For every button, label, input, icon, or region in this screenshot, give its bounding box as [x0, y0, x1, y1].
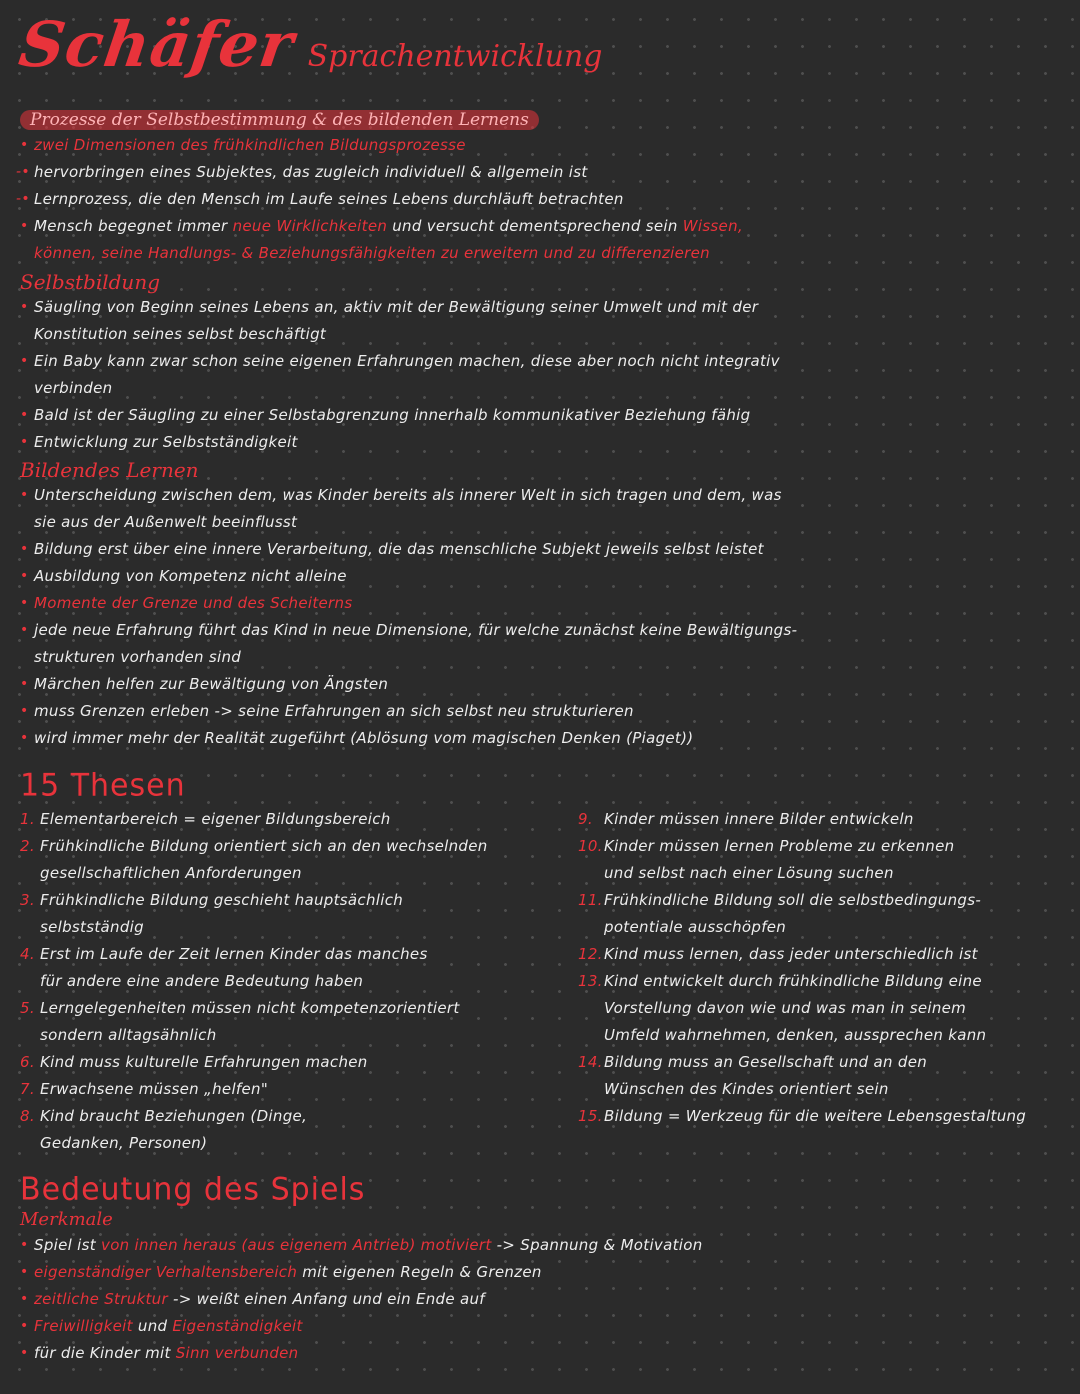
- page-header: [14, 8, 603, 81]
- thesis-item: 7. Erwachsene müssen „helfen": [20, 1080, 269, 1098]
- thesis-item: 12.Kind muss lernen, dass jeder unterschiedlich ist: [578, 945, 978, 963]
- list-item: • Bildung erst über eine innere Verarbeitung, die das menschliche Subjekt jeweils selbst leistet: [20, 536, 1060, 563]
- list-item: können, seine Handlungs- & Beziehungsfähigkeiten zu erweitern und zu differenzieren: [34, 244, 710, 262]
- list-item: • Unterscheidung zwischen dem, was Kinder bereits als innerer Welt in sich tragen und dem, was: [20, 482, 1060, 509]
- list-item: • zeitliche Struktur -> weißt einen Anfang und ein Ende auf: [20, 1286, 1060, 1313]
- spiel-list: [20, 1232, 1060, 1367]
- section-heading-prozesse: Prozesse der Selbstbestimmung & des bildenden Lernens: [20, 110, 539, 130]
- thesen-right-column: [578, 806, 1068, 1130]
- section-prozesse: [20, 110, 1060, 267]
- list-item: verbinden: [34, 379, 113, 397]
- thesis-item: 10.Kinder müssen lernen Probleme zu erkennen: [578, 837, 955, 855]
- thesis-item: sondern alltagsähnlich: [40, 1026, 217, 1044]
- list-item: • Märchen helfen zur Bewältigung von Ängsten: [20, 671, 1060, 698]
- list-item: • eigenständiger Verhaltensbereich mit eigenen Regeln & Grenzen: [20, 1259, 1060, 1286]
- list-item: • jede neue Erfahrung führt das Kind in neue Dimensione, für welche zunächst keine Bewältigungs-: [20, 617, 1060, 644]
- thesis-item: Gedanken, Personen): [40, 1134, 208, 1152]
- section-thesen: [20, 768, 1060, 804]
- thesis-item: 14.Bildung muss an Gesellschaft und an den: [578, 1053, 928, 1071]
- list-item: -• Lernprozess, die den Mensch im Laufe seines Lebens durchläuft betrachten: [20, 186, 1060, 213]
- list-item: • Freiwilligkeit und Eigenständigkeit: [20, 1313, 1060, 1340]
- subheading-merkmale: Merkmale: [20, 1209, 113, 1230]
- list-item: • für die Kinder mit Sinn verbunden: [20, 1340, 1060, 1367]
- section-heading-spiel: Bedeutung des Spiels: [20, 1171, 366, 1208]
- thesis-item: 3. Frühkindliche Bildung geschieht hauptsächlich: [20, 891, 404, 909]
- list-item: • Momente der Grenze und des Scheiterns: [20, 590, 1060, 617]
- list-item: Konstitution seines selbst beschäftigt: [34, 325, 327, 343]
- section-spiel: [20, 1172, 1060, 1367]
- list-item: • Bald ist der Säugling zu einer Selbstabgrenzung innerhalb kommunikativer Beziehung fähig: [20, 402, 1060, 429]
- section-selbstbildung: [20, 270, 1060, 456]
- section-heading-selbstbildung: Selbstbildung: [20, 270, 160, 294]
- list-item: • zwei Dimensionen des frühkindlichen Bildungsprozesse: [20, 132, 1060, 159]
- thesis-item: 6. Kind muss kulturelle Erfahrungen machen: [20, 1053, 368, 1071]
- bildendes-list: [20, 482, 1060, 752]
- thesis-item: 5. Lerngelegenheiten müssen nicht kompetenzorientiert: [20, 999, 460, 1017]
- thesis-item: 9. Kinder müssen innere Bilder entwickeln: [578, 810, 914, 828]
- list-item: [20, 213, 1060, 240]
- list-item: • Säugling von Beginn seines Lebens an, aktiv mit der Bewältigung seiner Umwelt und mit der: [20, 294, 1060, 321]
- list-item: -• hervorbringen eines Subjektes, das zugleich individuell & allgemein ist: [20, 159, 1060, 186]
- thesis-item: 13.Kind entwickelt durch frühkindliche Bildung eine: [578, 972, 982, 990]
- prozesse-list: [20, 132, 1060, 267]
- thesen-left-column: [20, 806, 560, 1157]
- selbstbildung-list: [20, 294, 1060, 456]
- thesis-item: und selbst nach einer Lösung suchen: [604, 864, 894, 882]
- highlight-segment: neue Wirklichkeiten: [232, 217, 388, 235]
- thesis-item: Vorstellung davon wie und was man in seinem: [604, 999, 967, 1017]
- highlight-segment: Wissen,: [682, 217, 743, 235]
- thesis-item: 4. Erst im Laufe der Zeit lernen Kinder das manches: [20, 945, 428, 963]
- text-segment: und versucht dementsprechend sein: [387, 217, 683, 235]
- list-item: strukturen vorhanden sind: [34, 648, 242, 666]
- list-item: sie aus der Außenwelt beeinflusst: [34, 513, 298, 531]
- thesis-item: Wünschen des Kindes orientiert sein: [604, 1080, 889, 1098]
- thesis-item: potentiale ausschöpfen: [604, 918, 787, 936]
- list-item: • Entwicklung zur Selbstständigkeit: [20, 429, 1060, 456]
- page-subtitle: Sprachentwicklung: [307, 39, 603, 74]
- thesis-item: für andere eine andere Bedeutung haben: [40, 972, 364, 990]
- page-title: Schäfer: [14, 8, 299, 81]
- thesis-item: 11.Frühkindliche Bildung soll die selbstbedingungs-: [578, 891, 982, 909]
- list-item: • Spiel ist von innen heraus (aus eigenem Antrieb) motiviert -> Spannung & Motivation: [20, 1232, 1060, 1259]
- thesis-item: selbstständig: [40, 918, 144, 936]
- section-heading-bildendes-lernen: Bildendes Lernen: [20, 458, 199, 482]
- thesis-item: 2. Frühkindliche Bildung orientiert sich an den wechselnden: [20, 837, 488, 855]
- list-item: • Ausbildung von Kompetenz nicht alleine: [20, 563, 1060, 590]
- list-item: • wird immer mehr der Realität zugeführt (Ablösung vom magischen Denken (Piaget)): [20, 725, 1060, 752]
- list-item: • muss Grenzen erleben -> seine Erfahrungen an sich selbst neu strukturieren: [20, 698, 1060, 725]
- section-bildendes-lernen: [20, 458, 1060, 752]
- section-heading-thesen: 15 Thesen: [20, 767, 186, 804]
- list-item: • Ein Baby kann zwar schon seine eigenen Erfahrungen machen, diese aber noch nicht integrativ: [20, 348, 1060, 375]
- thesis-item: gesellschaftlichen Anforderungen: [40, 864, 302, 882]
- text-segment: Mensch begegnet immer: [34, 217, 233, 235]
- thesis-item: Umfeld wahrnehmen, denken, aussprechen kann: [604, 1026, 987, 1044]
- thesis-item: 1. Elementarbereich = eigener Bildungsbereich: [20, 810, 391, 828]
- thesis-item: 15.Bildung = Werkzeug für die weitere Lebensgestaltung: [578, 1107, 1027, 1125]
- thesis-item: 8. Kind braucht Beziehungen (Dinge,: [20, 1107, 308, 1125]
